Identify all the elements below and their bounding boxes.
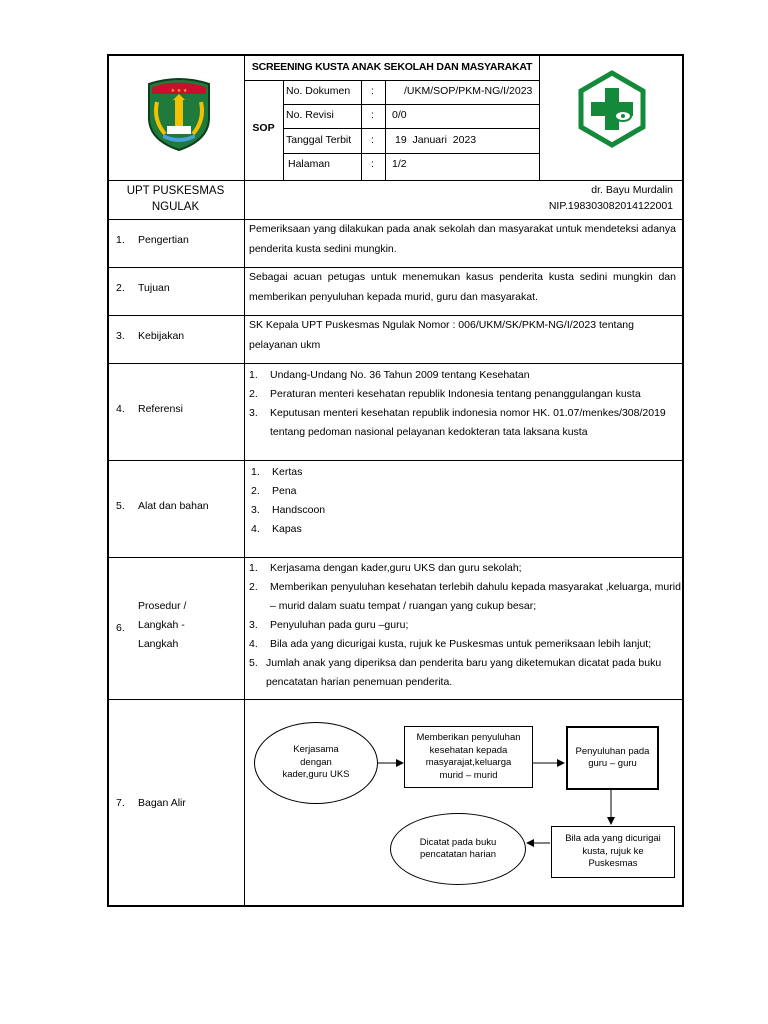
org-name-line1: UPT PUSKESMAS xyxy=(126,185,225,197)
section-number: 2. xyxy=(116,282,125,294)
section-title-tujuan: Tujuan xyxy=(138,282,170,294)
list-item-continuation: tentang pedoman nasional pelayanan kedokteran tata laksana kusta xyxy=(270,426,588,438)
section-number: 7. xyxy=(116,797,125,809)
flow-node-dicatat: Dicatat pada buku pencatatan harian xyxy=(390,813,526,885)
section-title-alat-bahan: Alat dan bahan xyxy=(138,500,209,512)
flow-node-penyuluhan-masyarakat: Memberikan penyuluhan kesehatan kepada masyarajat,keluarga murid – murid xyxy=(404,726,533,788)
section-text-pengertian: Pemeriksaan yang dilakukan pada anak sekolah dan masyarakat untuk mendeteksi adanya penderita kusta sedini mungkin. xyxy=(249,223,676,255)
section-title-pengertian: Pengertian xyxy=(138,234,189,246)
section-title-referensi: Referensi xyxy=(138,403,183,415)
section-title-kebijakan: Kebijakan xyxy=(138,330,185,342)
document-title: SCREENING KUSTA ANAK SEKOLAH DAN MASYARAKAT xyxy=(251,61,533,73)
sop-label: SOP xyxy=(252,122,275,134)
meta-value-tanggal: 19 Januari 2023 xyxy=(395,134,477,146)
section-title-prosedur: Langkah - xyxy=(138,619,185,631)
meta-label-revisi: No. Revisi xyxy=(286,109,334,121)
section-text-tujuan: Sebagai acuan petugas untuk menemukan kasus penderita kusta sedini mungkin dan memberikan penyuluhan kepada murid, guru dan masyarakat. xyxy=(249,271,676,303)
meta-colon: : xyxy=(371,85,374,97)
section-title-prosedur: Langkah xyxy=(138,638,179,650)
section-number: 5. xyxy=(116,500,125,512)
section-title-prosedur: Prosedur / xyxy=(138,600,187,612)
signer-nip: NIP.198303082014122001 xyxy=(548,200,673,212)
section-number: 1. xyxy=(116,234,125,246)
list-item-continuation: pencatatan harian penemuan penderita. xyxy=(266,676,453,688)
list-item-continuation: – murid dalam suatu tempat / ruangan yang cukup besar; xyxy=(270,600,537,612)
meta-label-halaman: Halaman xyxy=(288,158,331,170)
section-title-bagan-alir: Bagan Alir xyxy=(138,797,186,809)
meta-colon: : xyxy=(371,134,374,146)
meta-value-revisi: 0/0 xyxy=(392,109,407,121)
meta-label-tanggal: Tanggal Terbit xyxy=(286,134,352,146)
flow-node-penyuluhan-guru: Penyuluhan pada guru – guru xyxy=(566,726,659,790)
svg-text:★ ★ ★: ★ ★ ★ xyxy=(170,88,188,94)
meta-value-halaman: 1/2 xyxy=(392,158,407,170)
flow-node-kerjasama: Kerjasama dengan kader,guru UKS xyxy=(254,722,378,804)
section-text-kebijakan: SK Kepala UPT Puskesmas Ngulak Nomor : 006/UKM/SK/PKM-NG/I/2023 tentang pelayanan ukm xyxy=(249,319,634,351)
flow-node-rujuk: Bila ada yang dicurigai kusta, rujuk ke Puskesmas xyxy=(551,826,675,878)
meta-label-dokumen: No. Dokumen xyxy=(286,85,351,97)
section-number: 3. xyxy=(116,330,125,342)
section-number: 6. xyxy=(116,622,125,634)
meta-colon: : xyxy=(371,158,374,170)
org-name-line2: NGULAK xyxy=(151,201,200,213)
meta-value-dokumen: /UKM/SOP/PKM-NG/I/2023 xyxy=(404,85,533,97)
signer-name: dr. Bayu Murdalin xyxy=(591,184,673,196)
section-number: 4. xyxy=(116,403,125,415)
meta-colon: : xyxy=(371,109,374,121)
